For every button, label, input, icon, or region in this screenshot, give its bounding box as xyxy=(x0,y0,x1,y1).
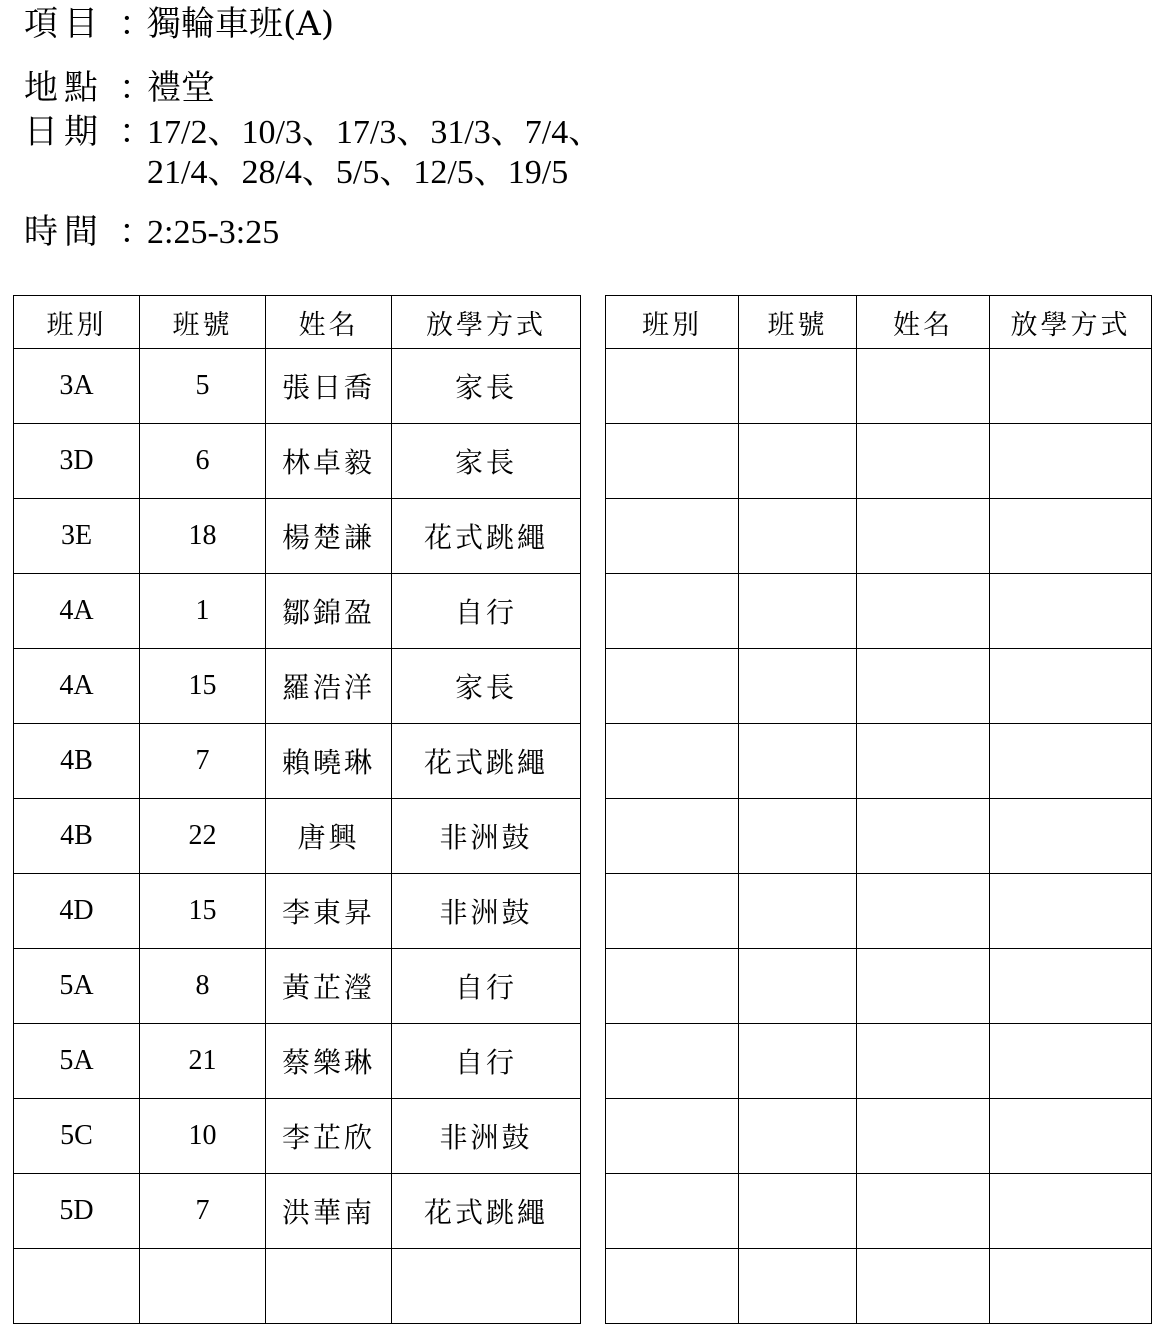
empty-cell xyxy=(857,949,990,1024)
cell-number: 8 xyxy=(140,949,266,1024)
time-row xyxy=(24,212,279,253)
empty-cell xyxy=(606,1249,739,1324)
empty-cell xyxy=(857,1024,990,1099)
table-row xyxy=(14,1174,581,1249)
empty-cell xyxy=(606,424,739,499)
empty-cell xyxy=(606,649,739,724)
time-value: 2:25-3:25 xyxy=(147,214,280,251)
cell-name: 鄒錦盈 xyxy=(266,574,392,649)
empty-cell xyxy=(990,649,1152,724)
table-header-row xyxy=(14,296,581,349)
item-colon: ： xyxy=(119,4,153,44)
cell-number: 7 xyxy=(140,724,266,799)
cell-number: 10 xyxy=(140,1099,266,1174)
empty-roster-table xyxy=(605,295,1152,1324)
empty-cell xyxy=(990,1174,1152,1249)
roster-table xyxy=(13,295,581,1324)
cell-dismissal: 自行 xyxy=(392,949,581,1024)
cell-number: 15 xyxy=(140,649,266,724)
empty-cell xyxy=(606,499,739,574)
empty-table-row xyxy=(606,499,1152,574)
cell-name: 林卓毅 xyxy=(266,424,392,499)
empty-cell xyxy=(857,649,990,724)
empty-table-row xyxy=(606,424,1152,499)
empty-table-row xyxy=(606,874,1152,949)
cell-number: 6 xyxy=(140,424,266,499)
cell-number xyxy=(140,1249,266,1324)
empty-cell xyxy=(990,1024,1152,1099)
col-header-name: 姓名 xyxy=(857,296,990,349)
table-row xyxy=(14,1249,581,1324)
table-row xyxy=(14,649,581,724)
date-colon: ： xyxy=(119,112,153,152)
empty-cell xyxy=(739,349,857,424)
empty-cell xyxy=(990,1099,1152,1174)
cell-name: 唐興 xyxy=(266,799,392,874)
item-value: 獨輪車班(A) xyxy=(147,4,335,44)
empty-cell xyxy=(739,724,857,799)
empty-table-row xyxy=(606,1249,1152,1324)
date-label: 日期 xyxy=(24,112,104,152)
empty-cell xyxy=(606,1024,739,1099)
cell-dismissal: 非洲鼓 xyxy=(392,1099,581,1174)
cell-class: 4A xyxy=(14,649,140,724)
cell-number: 18 xyxy=(140,499,266,574)
empty-cell xyxy=(739,424,857,499)
cell-name: 賴曉琳 xyxy=(266,724,392,799)
item-row xyxy=(24,4,334,44)
empty-cell xyxy=(857,574,990,649)
table-row xyxy=(14,799,581,874)
cell-name: 張日喬 xyxy=(266,349,392,424)
empty-cell xyxy=(606,349,739,424)
cell-name: 洪華南 xyxy=(266,1174,392,1249)
cell-dismissal: 非洲鼓 xyxy=(392,799,581,874)
empty-table-row xyxy=(606,574,1152,649)
cell-name: 李芷欣 xyxy=(266,1099,392,1174)
cell-class: 4A xyxy=(14,574,140,649)
cell-dismissal: 花式跳繩 xyxy=(392,724,581,799)
empty-cell xyxy=(857,1099,990,1174)
empty-table-row xyxy=(606,1024,1152,1099)
empty-cell xyxy=(739,499,857,574)
empty-cell xyxy=(739,649,857,724)
table-row xyxy=(14,874,581,949)
empty-cell xyxy=(990,574,1152,649)
empty-cell xyxy=(990,724,1152,799)
cell-name: 李東昇 xyxy=(266,874,392,949)
table-row xyxy=(14,574,581,649)
table-header-row xyxy=(606,296,1152,349)
date-line-1: 17/2、10/3、17/3、31/3、7/4、 xyxy=(147,114,603,151)
empty-cell xyxy=(857,1249,990,1324)
date-line-2: 21/4、28/4、5/5、12/5、19/5 xyxy=(147,154,569,191)
place-value: 禮堂 xyxy=(147,68,215,108)
empty-cell xyxy=(857,349,990,424)
cell-class: 5C xyxy=(14,1099,140,1174)
empty-cell xyxy=(739,949,857,1024)
date-row-continued xyxy=(147,152,568,193)
empty-table-row xyxy=(606,349,1152,424)
empty-cell xyxy=(606,574,739,649)
time-label: 時間 xyxy=(24,212,104,252)
empty-cell xyxy=(857,874,990,949)
cell-class xyxy=(14,1249,140,1324)
cell-number: 5 xyxy=(140,349,266,424)
cell-number: 7 xyxy=(140,1174,266,1249)
empty-cell xyxy=(606,799,739,874)
cell-class: 3D xyxy=(14,424,140,499)
date-row xyxy=(24,112,602,153)
empty-cell xyxy=(739,1249,857,1324)
empty-cell xyxy=(739,1174,857,1249)
cell-dismissal: 家長 xyxy=(392,349,581,424)
cell-class: 4B xyxy=(14,724,140,799)
empty-cell xyxy=(857,499,990,574)
cell-class: 5A xyxy=(14,949,140,1024)
empty-table-row xyxy=(606,1174,1152,1249)
empty-table-row xyxy=(606,799,1152,874)
table-row xyxy=(14,424,581,499)
cell-number: 1 xyxy=(140,574,266,649)
cell-number: 15 xyxy=(140,874,266,949)
empty-cell xyxy=(739,1099,857,1174)
table-row xyxy=(14,349,581,424)
empty-cell xyxy=(739,874,857,949)
cell-dismissal: 自行 xyxy=(392,574,581,649)
cell-dismissal: 家長 xyxy=(392,649,581,724)
cell-number: 22 xyxy=(140,799,266,874)
place-label: 地點 xyxy=(24,68,104,108)
cell-class: 4B xyxy=(14,799,140,874)
cell-class: 4D xyxy=(14,874,140,949)
empty-cell xyxy=(990,349,1152,424)
col-header-number: 班號 xyxy=(140,296,266,349)
empty-cell xyxy=(606,1174,739,1249)
empty-cell xyxy=(990,499,1152,574)
cell-dismissal: 家長 xyxy=(392,424,581,499)
cell-name: 羅浩洋 xyxy=(266,649,392,724)
time-colon: ： xyxy=(119,212,153,252)
col-header-name: 姓名 xyxy=(266,296,392,349)
cell-class: 3A xyxy=(14,349,140,424)
item-label: 項目 xyxy=(24,4,104,44)
cell-name: 楊楚謙 xyxy=(266,499,392,574)
table-row xyxy=(14,1024,581,1099)
empty-cell xyxy=(857,799,990,874)
empty-table-row xyxy=(606,724,1152,799)
empty-cell xyxy=(606,1099,739,1174)
col-header-dismissal: 放學方式 xyxy=(990,296,1152,349)
place-colon: ： xyxy=(119,68,153,108)
cell-dismissal: 自行 xyxy=(392,1024,581,1099)
table-row xyxy=(14,724,581,799)
cell-dismissal: 花式跳繩 xyxy=(392,1174,581,1249)
cell-dismissal: 非洲鼓 xyxy=(392,874,581,949)
empty-table-row xyxy=(606,649,1152,724)
empty-cell xyxy=(606,874,739,949)
empty-table-row xyxy=(606,949,1152,1024)
empty-cell xyxy=(606,724,739,799)
empty-cell xyxy=(990,1249,1152,1324)
empty-cell xyxy=(857,1174,990,1249)
cell-dismissal xyxy=(392,1249,581,1324)
cell-number: 21 xyxy=(140,1024,266,1099)
cell-class: 3E xyxy=(14,499,140,574)
col-header-number: 班號 xyxy=(739,296,857,349)
cell-class: 5D xyxy=(14,1174,140,1249)
table-row xyxy=(14,1099,581,1174)
empty-cell xyxy=(990,949,1152,1024)
cell-name: 黃芷瀅 xyxy=(266,949,392,1024)
empty-cell xyxy=(739,1024,857,1099)
empty-cell xyxy=(606,949,739,1024)
empty-cell xyxy=(739,574,857,649)
empty-cell xyxy=(857,724,990,799)
place-row xyxy=(24,68,215,108)
empty-table-row xyxy=(606,1099,1152,1174)
table-row xyxy=(14,949,581,1024)
cell-name: 蔡樂琳 xyxy=(266,1024,392,1099)
col-header-class: 班別 xyxy=(14,296,140,349)
cell-class: 5A xyxy=(14,1024,140,1099)
table-row xyxy=(14,499,581,574)
col-header-class: 班別 xyxy=(606,296,739,349)
cell-name xyxy=(266,1249,392,1324)
empty-cell xyxy=(739,799,857,874)
col-header-dismissal: 放學方式 xyxy=(392,296,581,349)
empty-cell xyxy=(857,424,990,499)
empty-cell xyxy=(990,874,1152,949)
empty-cell xyxy=(990,799,1152,874)
cell-dismissal: 花式跳繩 xyxy=(392,499,581,574)
empty-cell xyxy=(990,424,1152,499)
